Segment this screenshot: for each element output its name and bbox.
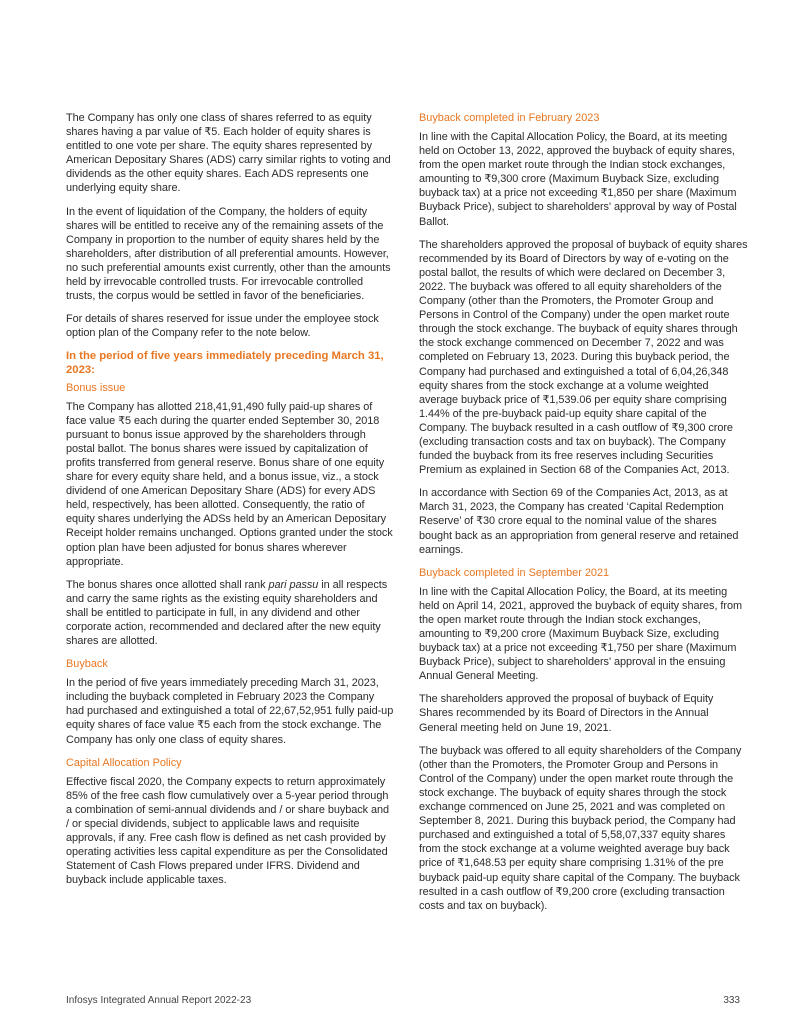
capital-allocation-heading: Capital Allocation Policy	[66, 756, 182, 769]
equity-shares-paragraph: The Company has only one class of shares referred to as equity shares having a par value of ₹5. Each holder of equity shares is entitled to one vote per share. The equity shares represented by American Depositary Shares (ADS) carry similar rights to voting and dividends as the other equity shares. Each ADS represents one underlying equity share.	[66, 112, 391, 195]
buyback-sep-agm-paragraph: The shareholders approved the proposal of buyback of Equity Shares recommended by its Board of Directors in the Annual General meeting held on June 19, 2021.	[419, 693, 714, 734]
bonus-rank-text-after: in all respects and carry the same rights as the existing equity shareholders and shall be entitled to participate in full, in any dividend and other corporate action, recommended and declared after the new equity shares are allotted.	[66, 578, 388, 648]
buyback-feb-2023-heading: Buyback completed in February 2023	[419, 112, 600, 124]
capital-redemption-paragraph: In accordance with Section 69 of the Companies Act, 2013, as at March 31, 2023, the Company has created ‘Capital Redemption Reserve’ of ₹30 crore equal to the nominal value of the shares bought back as an appropriation from general reserve and retained earnings.	[419, 487, 739, 556]
bonus-issue-heading: Bonus issue	[66, 381, 126, 394]
buyback-feb-details-paragraph: The shareholders approved the proposal of buyback of equity shares recommended by its Board of Directors by way of e-voting on the postal ballot, the results of which were declared on December 3, 2022. The buyback was offered to all equity shareholders of the Company (other than the Promoters, the Promoter Group and Persons in Control of the Company) under the open market route through the stock exchange. The buyback of equity shares through the stock exchange commenced on December 7, 2022 and was completed on February 13, 2023. During this buyback period, the Company had purchased and extinguished a total of 6,04,26,348 equity shares from the stock exchange at a volume weighted average buyback price of ₹1,539.06 per equity share comprising 1.44% of the pre-buyback paid-up equity share capital of the Company. The buyback resulted in a cash outflow of ₹9,300 crore (excluding transaction costs and tax on buyback). The Company funded the buyback from its free reserves including Securities Premium as explained in Section 68 of the Companies Act, 2013.	[419, 238, 748, 477]
bonus-issue-paragraph: The Company has allotted 218,41,91,490 fully paid-up shares of face value ₹5 each during the quarter ended September 30, 2018 pursuant to bonus issue approved by the shareholders through postal ballot. The bonus shares were issued by capitalization of profits transferred from general reserve. Bonus share of one equity share for every equity share held, and a bonus issue, viz., a stock dividend of one American Depositary Share (ADS) for every ADS held, respectively, has been allotted. Consequently, the ratio of equity shares underlying the ADSs held by an American Depositary Receipt holder remains unchanged. Options granted under the stock option plan have been adjusted for bonus shares wherever appropriate.	[66, 400, 393, 568]
left-column	[66, 111, 394, 896]
right-column	[419, 111, 749, 922]
buyback-heading: Buyback	[66, 658, 108, 671]
bonus-rank-paragraph	[66, 578, 394, 648]
buyback-sep-2021-heading: Buyback completed in September 2021	[419, 566, 610, 579]
footer-report-title: Infosys Integrated Annual Report 2022-23	[66, 995, 252, 1006]
buyback-sep-approval-paragraph: In line with the Capital Allocation Policy, the Board, at its meeting held on April 14, 2021, approved the buyback of equity shares, from the open market route through the Indian stock exchanges, amounting to ₹9,200 crore (Maximum Buyback Size, excluding buyback tax) at a price not exceeding ₹1,750 per share (Maximum Buyback Price), subject to shareholders' approval in the ensuing Annual General Meeting.	[419, 585, 742, 683]
buyback-sep-details-paragraph: The buyback was offered to all equity shareholders of the Company (other than the Promoters, the Promoter Group and Persons in Control of the Company) under the open market route through the stock exchange. The buyback of equity shares through the stock exchange commenced on June 25, 2021 and was completed on September 8, 2021. During this buyback period, the Company had purchased and extinguished a total of 5,58,07,337 equity shares from the stock exchange at a volume weighted average buy back price of ₹1,648.53 per equity share comprising 1.31% of the pre buyback paid-up equity share capital of the Company. The buyback resulted in a cash outflow of ₹9,200 crore (excluding transaction costs and tax on buyback).	[419, 744, 742, 912]
capital-allocation-paragraph: Effective fiscal 2020, the Company expects to return approximately 85% of the free cash flow cumulatively over a 5-year period through a combination of semi-annual dividends and / or share buyback and / or special dividends, subject to applicable laws and requisite approvals, if any. Free cash flow is defined as net cash provided by operating activities less capital expenditure as per the Consolidated Statement of Cash Flows prepared under IFRS. Dividend and buyback include applicable taxes.	[66, 775, 390, 887]
bonus-rank-text-before: The bonus shares once allotted shall rank	[66, 578, 269, 591]
buyback-feb-approval-paragraph: In line with the Capital Allocation Policy, the Board, at its meeting held on October 13, 2022, approved the buyback of equity shares, from the open market route through the Indian stock exchanges, amounting to ₹9,300 crore (Maximum Buyback Size, excluding buyback tax) at a price not exceeding ₹1,850 per share (Maximum Buyback Price), subject to shareholders' approval by way of Postal Ballot.	[419, 131, 737, 228]
pari-passu-text: pari passu	[268, 578, 319, 591]
five-year-section-heading: In the period of five years immediately preceding March 31, 2023:	[66, 350, 384, 376]
esop-reference-paragraph: For details of shares reserved for issue under the employee stock option plan of the Company refer to the note below.	[66, 313, 379, 340]
buyback-paragraph: In the period of five years immediately preceding March 31, 2023, including the buyback completed in February 2023 the Company had purchased and extinguished a total of 22,67,52,951 fully paid-up equity shares of face value ₹5 each from the stock exchange. The Company has only one class of equity shares.	[66, 677, 394, 746]
liquidation-paragraph: In the event of liquidation of the Company, the holders of equity shares will be entitled to receive any of the remaining assets of the Company in proportion to the number of equity shares held by the shareholders, after distribution of all preferential amounts. However, no such preferential amounts exist currently, other than the amounts held by irrevocable controlled trusts. For irrevocable controlled trusts, the corpus would be settled in favor of the beneficiaries.	[66, 205, 391, 303]
footer-page-number: 333	[723, 995, 740, 1006]
